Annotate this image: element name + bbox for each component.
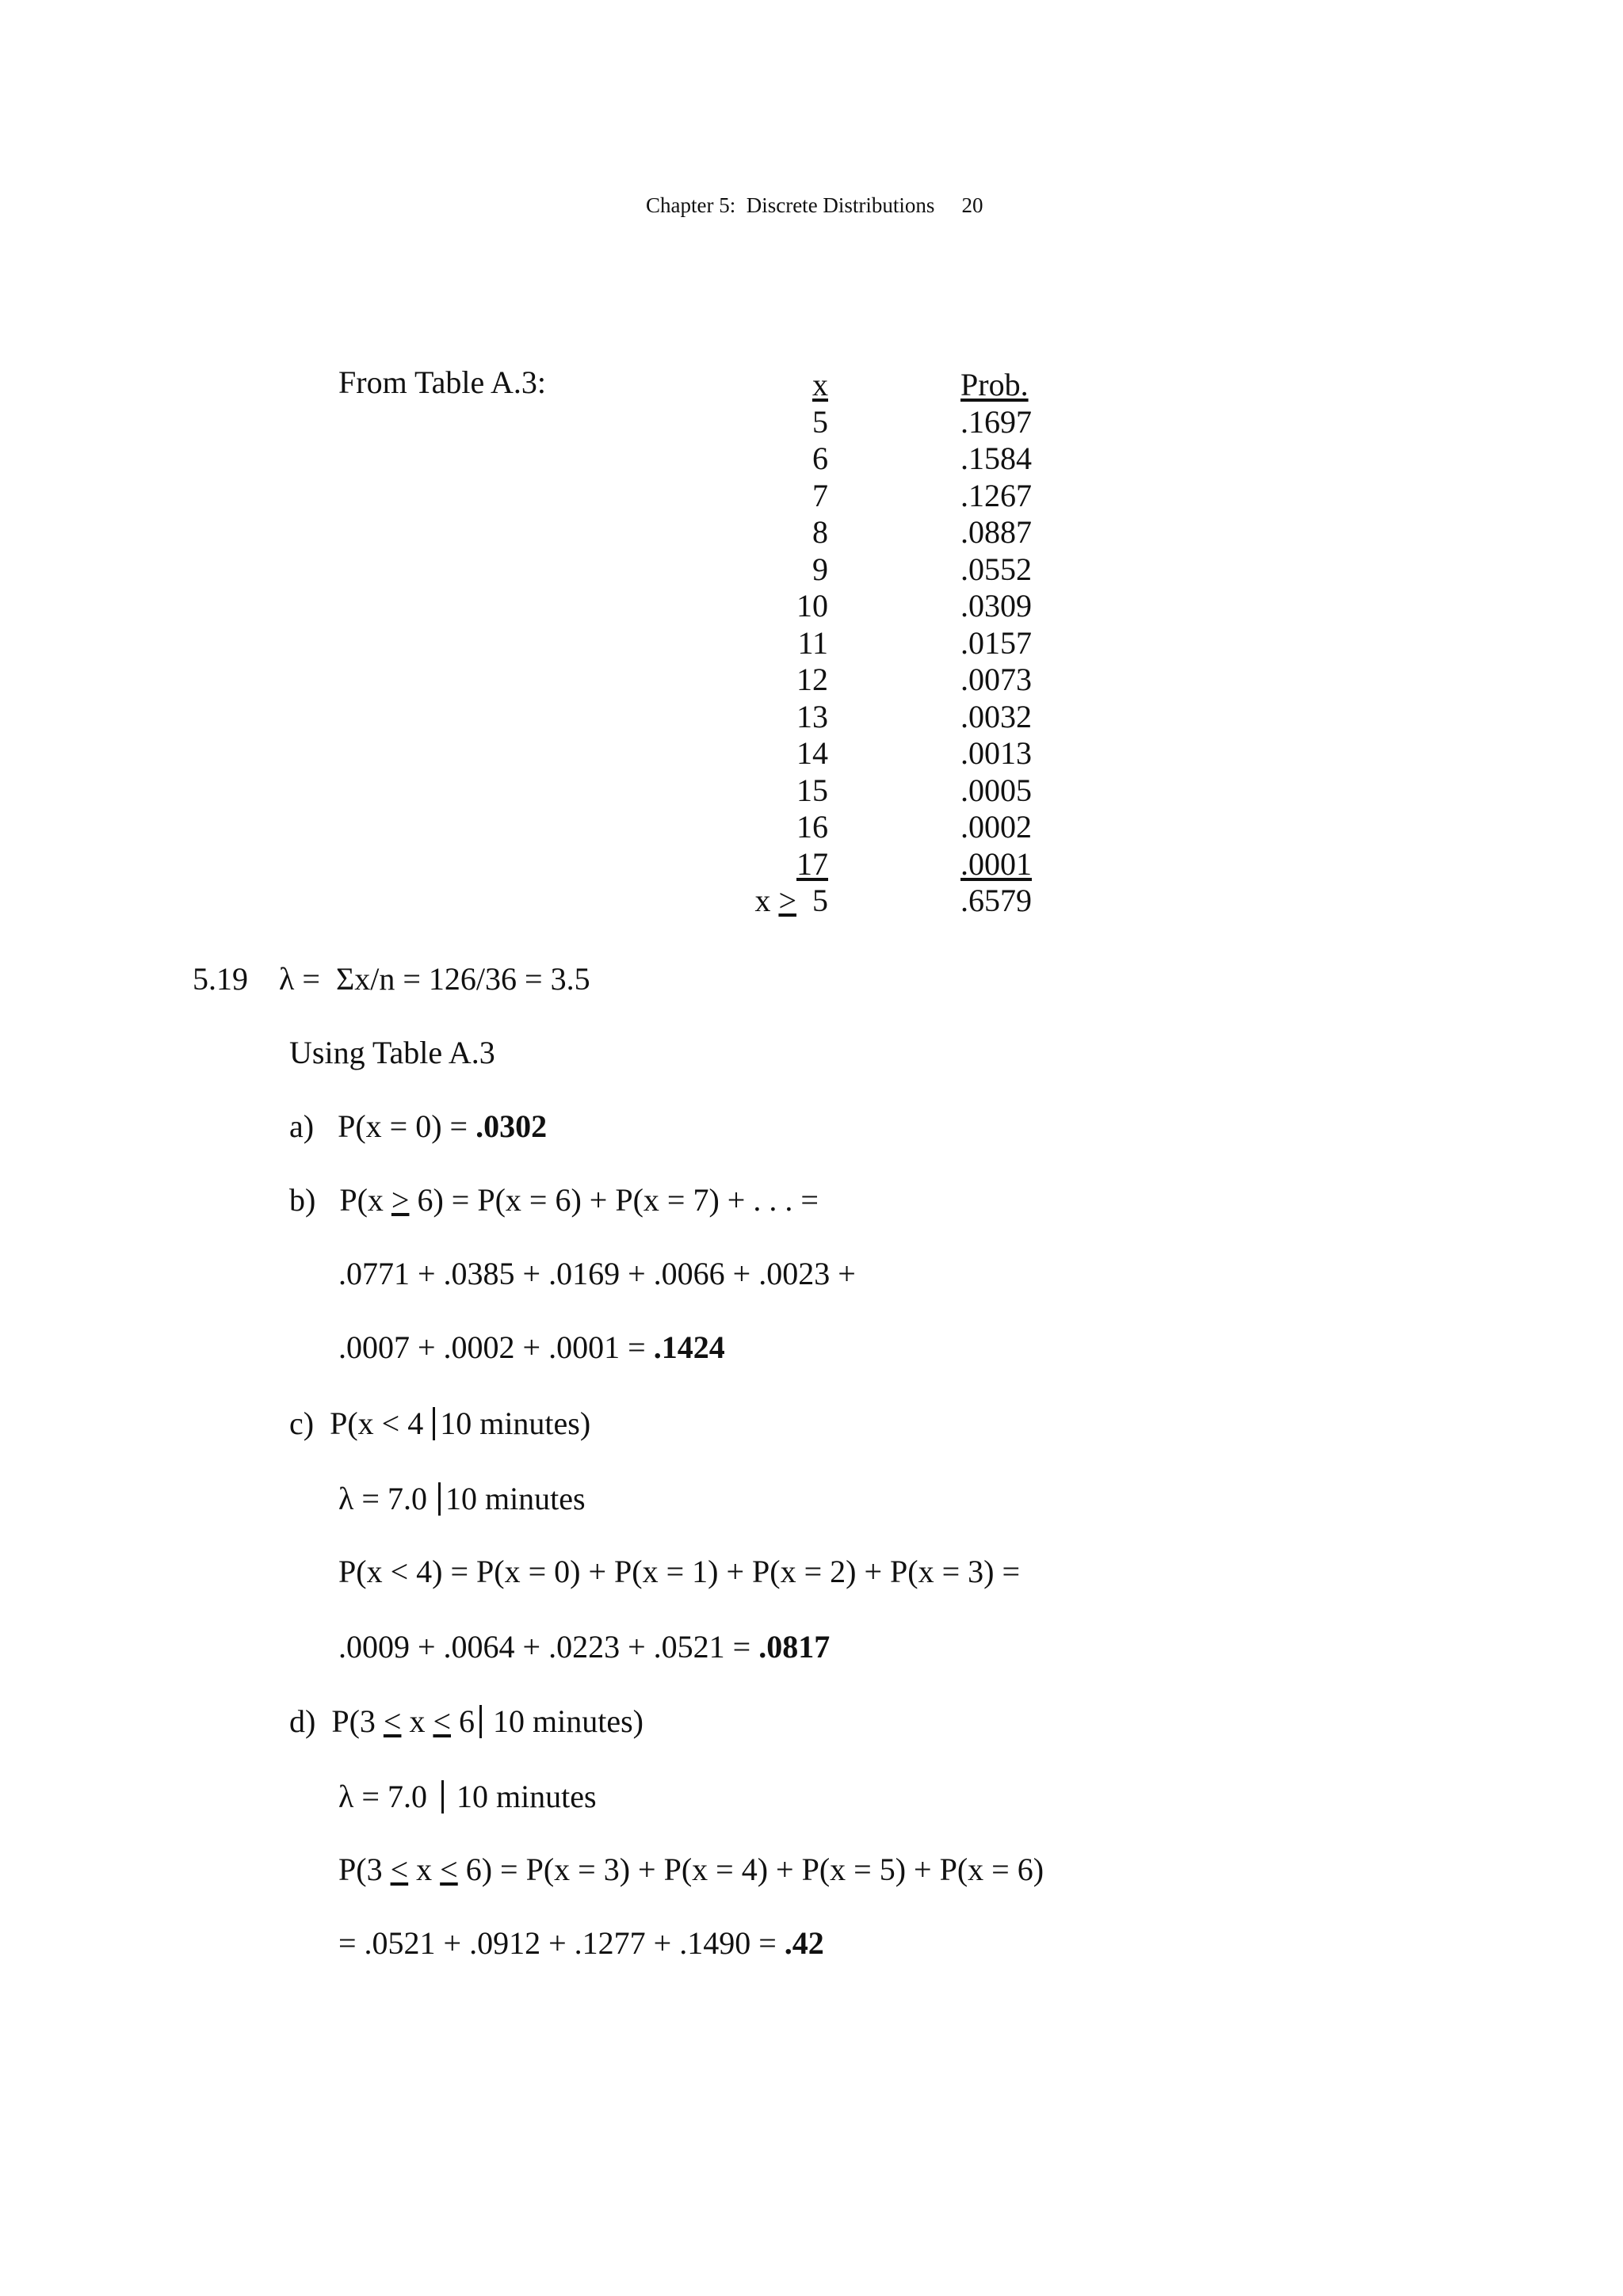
table-row-x: 6 <box>812 441 828 476</box>
part-b-answer: .1424 <box>653 1329 725 1365</box>
part-c-line1: c) P(x < 4 10 minutes) <box>289 1405 591 1441</box>
table-row-x: 5 <box>812 403 828 440</box>
prob-column <box>960 367 1032 920</box>
table-row-x: 10 <box>796 588 828 624</box>
part-c-line2: λ = 7.0 10 minutes <box>338 1481 586 1516</box>
part-d-answer: .42 <box>784 1925 824 1961</box>
x-total: x > 5 <box>754 883 828 918</box>
using-table-line: Using Table A.3 <box>289 1035 495 1070</box>
given-bar <box>441 1780 444 1814</box>
part-a: a) P(x = 0) = .0302 <box>289 1108 548 1144</box>
table-row-x: 9 <box>812 551 828 587</box>
table-row-prob: .0887 <box>960 514 1032 550</box>
part-d-line4: = .0521 + .0912 + .1277 + .1490 = .42 <box>338 1925 824 1961</box>
table-row-prob: .1697 <box>960 403 1032 440</box>
part-b-line1: b) P(x > 6) = P(x = 6) + P(x = 7) + . . . = <box>289 1182 819 1218</box>
table-row-x: 12 <box>796 662 828 697</box>
x-column-header: x <box>812 367 828 402</box>
part-a-answer: .0302 <box>475 1108 548 1144</box>
part-c-line3: P(x < 4) = P(x = 0) + P(x = 1) + P(x = 2) + P(x = 3) = <box>338 1554 1021 1589</box>
page-number: 20 <box>961 193 983 217</box>
table-row-x: 16 <box>796 809 828 845</box>
table-row-prob: .0013 <box>960 735 1032 771</box>
table-row-x: 17 <box>796 845 828 882</box>
part-b-line2: .0771 + .0385 + .0169 + .0066 + .0023 + <box>338 1256 856 1291</box>
table-row-prob: .1584 <box>960 441 1032 476</box>
part-d-line3: P(3 < x < 6) = P(x = 3) + P(x = 4) + P(x = 5) + P(x = 6) <box>338 1852 1044 1887</box>
table-row-prob: .0073 <box>960 662 1032 697</box>
table-row-prob: .0005 <box>960 772 1032 808</box>
table-row-prob: .0309 <box>960 588 1032 624</box>
given-bar <box>438 1482 441 1516</box>
problem-number: 5.19 <box>193 961 248 997</box>
table-row-x: 8 <box>812 514 828 550</box>
given-bar <box>433 1407 435 1440</box>
x-column <box>745 367 828 920</box>
table-row-prob: .0552 <box>960 551 1032 587</box>
table-row-x: 13 <box>796 698 828 734</box>
table-row-prob: .1267 <box>960 477 1032 513</box>
table-row-prob: .0002 <box>960 809 1032 845</box>
part-d-line2: λ = 7.0 10 minutes <box>338 1779 597 1814</box>
part-c-answer: .0817 <box>758 1629 831 1665</box>
table-row-x: 7 <box>812 477 828 513</box>
chapter-title: Chapter 5: Discrete Distributions <box>646 193 935 217</box>
part-d-line1: d) P(3 < x < 6 10 minutes) <box>289 1703 643 1739</box>
table-row-x: 14 <box>796 735 828 771</box>
table-row-prob: .0032 <box>960 698 1032 734</box>
table-row-prob: .0157 <box>960 624 1032 661</box>
table-row-x: 11 <box>797 624 828 661</box>
table-row-prob: .0001 <box>960 845 1032 882</box>
lambda-line: λ = Σx/n = 126/36 = 3.5 <box>279 961 590 997</box>
table-intro: From Table A.3: <box>338 364 547 400</box>
prob-column-header: Prob. <box>960 367 1029 402</box>
part-b-line3: .0007 + .0002 + .0001 = .1424 <box>338 1329 725 1365</box>
given-bar <box>479 1705 482 1738</box>
table-row-x: 15 <box>796 772 828 808</box>
part-c-line4: .0009 + .0064 + .0223 + .0521 = .0817 <box>338 1629 831 1665</box>
page-header <box>646 193 983 218</box>
prob-total: .6579 <box>960 883 1032 918</box>
